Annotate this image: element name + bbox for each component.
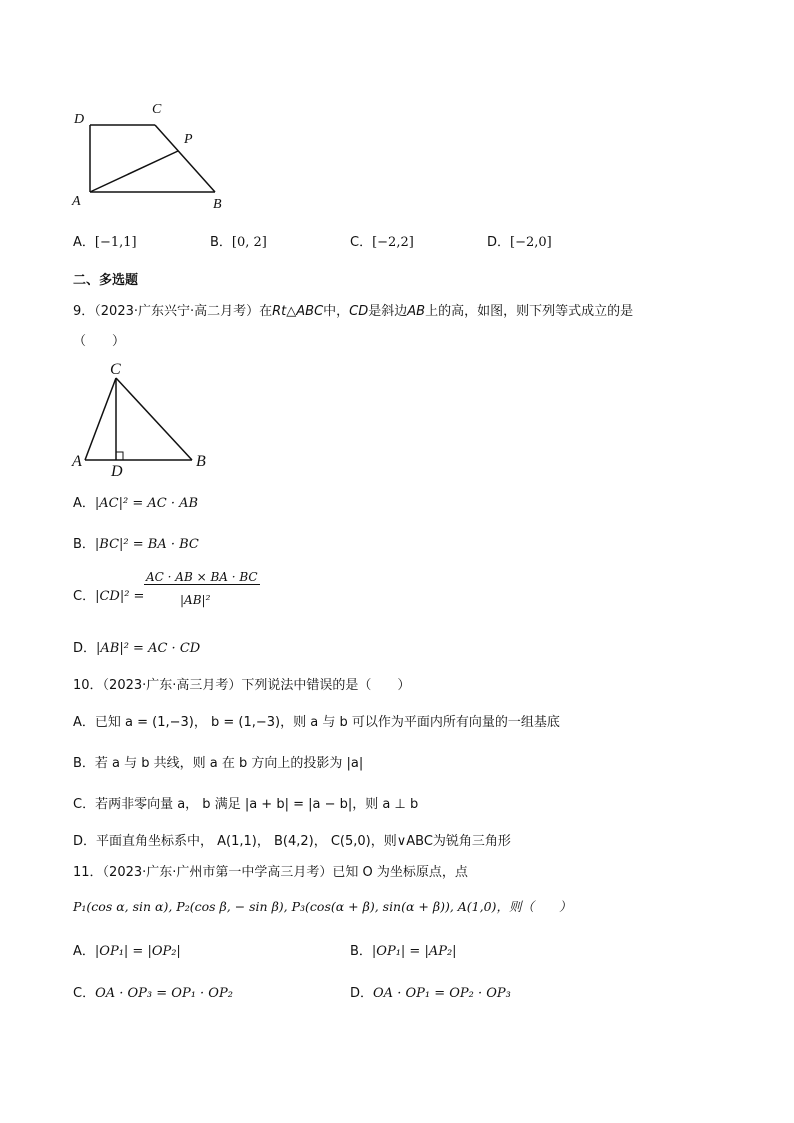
label-P: P	[184, 132, 193, 147]
label-B: B	[213, 197, 222, 212]
label-C: C	[110, 361, 121, 378]
q11-stem: 11．（2023·广东·广州市第一中学高三月考）已知 O 为坐标原点，点	[73, 865, 468, 880]
label-A: A	[72, 453, 82, 470]
q10-stem: 10．（2023·广东·高三月考）下列说法中错误的是（ ）	[73, 678, 411, 693]
q8-option-c: C．[−2,2]	[350, 235, 414, 250]
q8-option-a: A．[−1,1]	[73, 235, 137, 250]
q9-option-d: D．|AB|² = AC · CD	[73, 641, 201, 656]
label-C: C	[152, 102, 162, 117]
q9-option-a: A．|AC|² = AC · AB	[73, 496, 199, 511]
right-triangle-figure	[70, 360, 220, 480]
q9-answer-paren: （ ）	[73, 334, 126, 349]
label-B: B	[196, 453, 206, 470]
right-angle-mark	[116, 452, 123, 460]
trapezoid-figure	[60, 95, 240, 215]
q11-option-a: A．|OP₁| = |OP₂|	[73, 944, 181, 959]
q10-option-b: B．若 a 与 b 共线，则 a 在 b 方向上的投影为 |a|	[73, 756, 364, 771]
q10-option-c: C．若两非零向量 a， b 满足 |a + b| = |a − b|，则 a ⊥ b	[73, 797, 419, 812]
label-A: A	[72, 194, 81, 209]
q9-stem: 9．（2023·广东兴宁·高二月考）在Rt△ABC中，CD是斜边AB上的高，如图，则下列等式成立的是	[73, 304, 634, 319]
q11-option-c: C．OA · OP₃ = OP₁ · OP₂	[73, 986, 233, 1001]
q10-option-a: A．已知 a = (1,−3)， b = (1,−3)，则 a 与 b 可以作为平面内所有向量的一组基底	[73, 715, 560, 730]
q8-option-b: B．[0, 2]	[210, 235, 267, 250]
q10-option-d: D．平面直角坐标系中， A(1,1)， B(4,2)， C(5,0)，则∨ABC为锐角三角形	[73, 834, 511, 849]
q11-option-d: D．OA · OP₁ = OP₂ · OP₃	[350, 986, 511, 1001]
q9-option-c-numerator: AC · AB × BA · BC	[146, 570, 258, 584]
label-D: D	[111, 463, 123, 480]
segment-AP	[90, 151, 178, 192]
edge-AC	[85, 378, 116, 460]
q9-option-c: C．|CD|² =	[73, 589, 145, 604]
label-D: D	[74, 112, 85, 127]
q11-option-b: B．|OP₁| = |AP₂|	[350, 944, 457, 959]
q11-points: P₁(cos α, sin α), P₂(cos β, − sin β), P₃(cos(α + β), sin(α + β)), A(1,0)，则（ ）	[73, 899, 572, 914]
q8-option-d: D．[−2,0]	[487, 235, 552, 250]
edge-CB	[116, 378, 192, 460]
section-title: 二、多选题	[73, 273, 139, 288]
q9-option-b: B．|BC|² = BA · BC	[73, 537, 199, 552]
q9-option-c-denominator: |AB|²	[180, 593, 211, 607]
